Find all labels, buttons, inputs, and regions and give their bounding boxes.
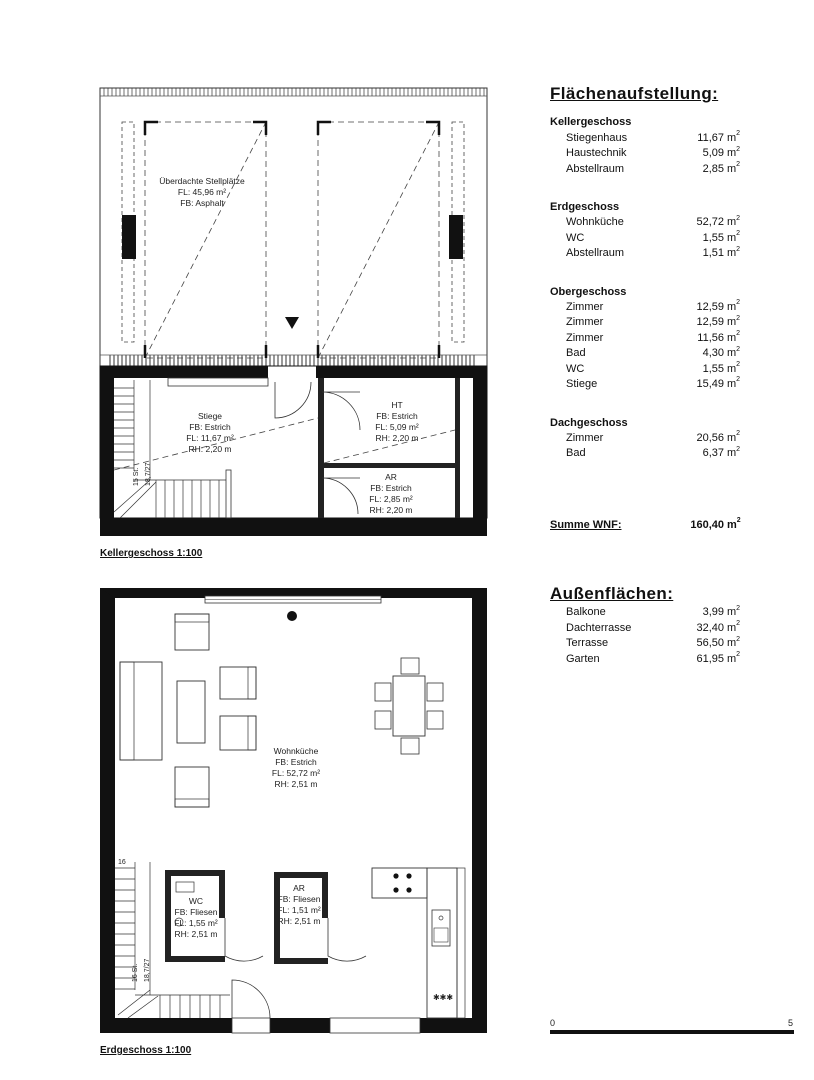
room-area: 52,72 <box>696 216 724 229</box>
room-unit: $m^2$ <box>727 635 741 650</box>
chair <box>427 683 443 701</box>
room-area: 20,56 <box>696 431 724 444</box>
scale-end: 5 <box>788 1018 794 1028</box>
floor-heading: Dachgeschoss <box>550 416 628 429</box>
room-name: Zimmer <box>566 301 604 314</box>
kellergeschoss-plan <box>100 88 487 536</box>
dining-table <box>393 676 425 736</box>
carport-pillar <box>449 215 463 259</box>
carport-label: Überdachte Stellplätze <box>159 176 245 186</box>
room-unit: $m^2$ <box>727 430 741 444</box>
coffee-table <box>177 681 205 743</box>
wc-floor: FB: Fliesen <box>174 907 218 917</box>
ht-floor: FB: Estrich <box>376 411 418 421</box>
stiege-height: RH: 2,20 m <box>188 444 232 454</box>
room-unit: $m^2$ <box>727 445 741 460</box>
ht-height: RH: 2,20 m <box>375 433 419 443</box>
sum-value: 160,40 <box>690 518 724 531</box>
room-row <box>550 362 750 377</box>
ar-area: FL: 2,85 m² <box>369 494 413 504</box>
room-row <box>550 346 750 361</box>
outdoor-title: Außenflächen: <box>550 584 674 603</box>
room-row <box>550 331 750 346</box>
sum-unit: $m^2$ <box>727 517 741 531</box>
stair-count-label: 16 St. <box>132 963 139 982</box>
ar-label: AR <box>385 472 397 482</box>
room-area: 3,99 <box>702 606 724 619</box>
room-area: 2,85 <box>702 162 724 175</box>
room-unit: $m^2$ <box>727 314 741 329</box>
room-unit: $m^2$ <box>727 345 741 360</box>
room-area: 11,56 <box>697 331 724 344</box>
armchair <box>175 614 209 650</box>
chair <box>401 738 419 754</box>
room-name: Dachterrasse <box>566 621 632 634</box>
carport-roof-hatch-bottom <box>110 355 474 366</box>
room-row <box>550 315 750 330</box>
room-row <box>550 231 750 246</box>
armchair <box>175 767 209 807</box>
room-unit: $m^2$ <box>727 361 741 375</box>
stair-count-label: 15 St. <box>133 467 140 486</box>
carport-pillar <box>122 215 136 259</box>
carport-floor: FB: Asphalt <box>180 198 224 208</box>
room-name: Terrasse <box>566 637 609 650</box>
floor-heading: Obergeschoss <box>550 285 627 298</box>
stair-size-label: 18,7/27 <box>145 462 152 486</box>
stiege-floor: FB: Estrich <box>189 422 231 432</box>
room-area: 15,49 <box>696 378 724 391</box>
room-unit: $m^2$ <box>727 160 741 175</box>
floor-heading: Kellergeschoss <box>550 116 632 129</box>
room-area: 11,67 <box>697 131 724 144</box>
outdoor-row <box>550 636 750 651</box>
room-row <box>550 446 750 461</box>
room-name: Stiegenhaus <box>566 131 628 144</box>
room-name: Zimmer <box>566 431 604 444</box>
kitchen-counter <box>372 868 427 898</box>
svg-text:✱✱✱: ✱✱✱ <box>432 993 454 1002</box>
scale-start: 0 <box>550 1018 556 1028</box>
room-name: WC <box>566 231 585 244</box>
ar-label: AR <box>293 883 305 893</box>
wohn-floor: FB: Estrich <box>275 757 317 767</box>
room-row <box>550 162 750 177</box>
room-name: Abstellraum <box>566 162 625 175</box>
room-name: WC <box>566 362 585 375</box>
room-area: 56,50 <box>696 637 724 650</box>
room-area: 6,37 <box>702 447 724 460</box>
room-area: 1,55 <box>702 231 724 244</box>
outdoor-list <box>550 605 750 667</box>
room-unit: $m^2$ <box>727 230 741 244</box>
chair <box>401 658 419 674</box>
wc-label: WC <box>188 896 204 906</box>
outdoor-row <box>550 621 750 636</box>
room-unit: $m^2$ <box>727 130 741 144</box>
area-table-title: Flächenaufstellung: <box>550 84 719 103</box>
wohn-label: Wohnküche <box>273 746 319 756</box>
room-row <box>550 377 750 392</box>
sum-label: Summe WNF: <box>550 518 622 531</box>
room-area: 32,40 <box>696 621 724 634</box>
room-area: 12,59 <box>696 301 724 314</box>
scale-bar <box>550 1018 794 1034</box>
room-row <box>550 431 750 446</box>
fridge <box>457 868 465 1018</box>
wohn-area: FL: 52,72 m² <box>271 768 321 778</box>
chair <box>427 711 443 729</box>
erdgeschoss-plan <box>100 588 487 1033</box>
room-name: Zimmer <box>566 316 604 329</box>
room-area: 61,95 <box>696 652 724 665</box>
ar-floor: FB: Fliesen <box>277 894 321 904</box>
room-name: Balkone <box>566 606 606 619</box>
room-unit: $m^2$ <box>727 330 741 344</box>
floor-heading: Erdgeschoss <box>550 201 620 214</box>
room-unit: $m^2$ <box>727 604 741 619</box>
room-unit: $m^2$ <box>727 145 741 160</box>
ar-floor: FB: Estrich <box>370 483 412 493</box>
room-name: Bad <box>566 447 586 460</box>
room-row <box>550 246 750 261</box>
room-unit: $m^2$ <box>727 376 741 391</box>
wc-area: FL: 1,55 m² <box>174 918 218 928</box>
room-name: Wohnküche <box>566 216 624 229</box>
room-name: Stiege <box>566 378 598 391</box>
chair <box>375 683 391 701</box>
toilet <box>176 882 194 892</box>
armchair <box>220 716 256 750</box>
room-row <box>550 215 750 230</box>
keller-caption: Kellergeschoss 1:100 <box>100 548 203 559</box>
ht-area: FL: 5,09 m² <box>375 422 419 432</box>
entrance-arrow-icon <box>285 317 299 329</box>
room-area: 12,59 <box>696 316 724 329</box>
carport-area: FL: 45,96 m² <box>177 187 227 197</box>
sum-row <box>550 518 750 533</box>
ar-area: FL: 1,51 m² <box>277 905 321 915</box>
room-name: Bad <box>566 347 586 360</box>
carport-roof-hatch-top <box>104 88 484 96</box>
room-row <box>550 146 750 161</box>
room-unit: $m^2$ <box>727 650 741 665</box>
sofa <box>120 662 162 760</box>
outdoor-row <box>550 605 750 620</box>
room-unit: $m^2$ <box>727 214 741 229</box>
room-name: Haustechnik <box>566 147 627 160</box>
ht-label: HT <box>391 400 403 410</box>
room-name: Garten <box>566 652 600 665</box>
erd-caption: Erdgeschoss 1:100 <box>100 1045 192 1056</box>
ground-floor-stairs <box>115 862 230 1018</box>
room-unit: $m^2$ <box>727 620 741 634</box>
room-unit: $m^2$ <box>727 299 741 314</box>
ar-height: RH: 2,51 m <box>277 916 321 926</box>
stiege-area: FL: 11,67 m² <box>186 433 234 443</box>
stair-top-number: 16 <box>118 859 126 866</box>
wc-height: RH: 2,51 m <box>174 929 218 939</box>
area-table <box>550 86 750 533</box>
room-area: 4,30 <box>702 347 724 360</box>
stair-size-label: 18,7/27 <box>144 958 151 982</box>
armchair <box>220 667 256 699</box>
room-name: Abstellraum <box>566 247 625 260</box>
room-area: 5,09 <box>702 147 724 160</box>
chair <box>375 711 391 729</box>
room-area: 1,55 <box>702 362 724 375</box>
room-row <box>550 131 750 146</box>
room-row <box>550 300 750 315</box>
stiege-label: Stiege <box>197 411 223 421</box>
room-name: Zimmer <box>566 331 604 344</box>
room-unit: $m^2$ <box>727 245 741 260</box>
room-area: 1,51 <box>702 247 724 260</box>
floor-list <box>550 115 750 517</box>
outdoor-row <box>550 652 750 667</box>
wohn-height: RH: 2,51 m <box>274 779 318 789</box>
ar-height: RH: 2,20 m <box>369 505 413 515</box>
outdoor-table <box>550 586 750 667</box>
